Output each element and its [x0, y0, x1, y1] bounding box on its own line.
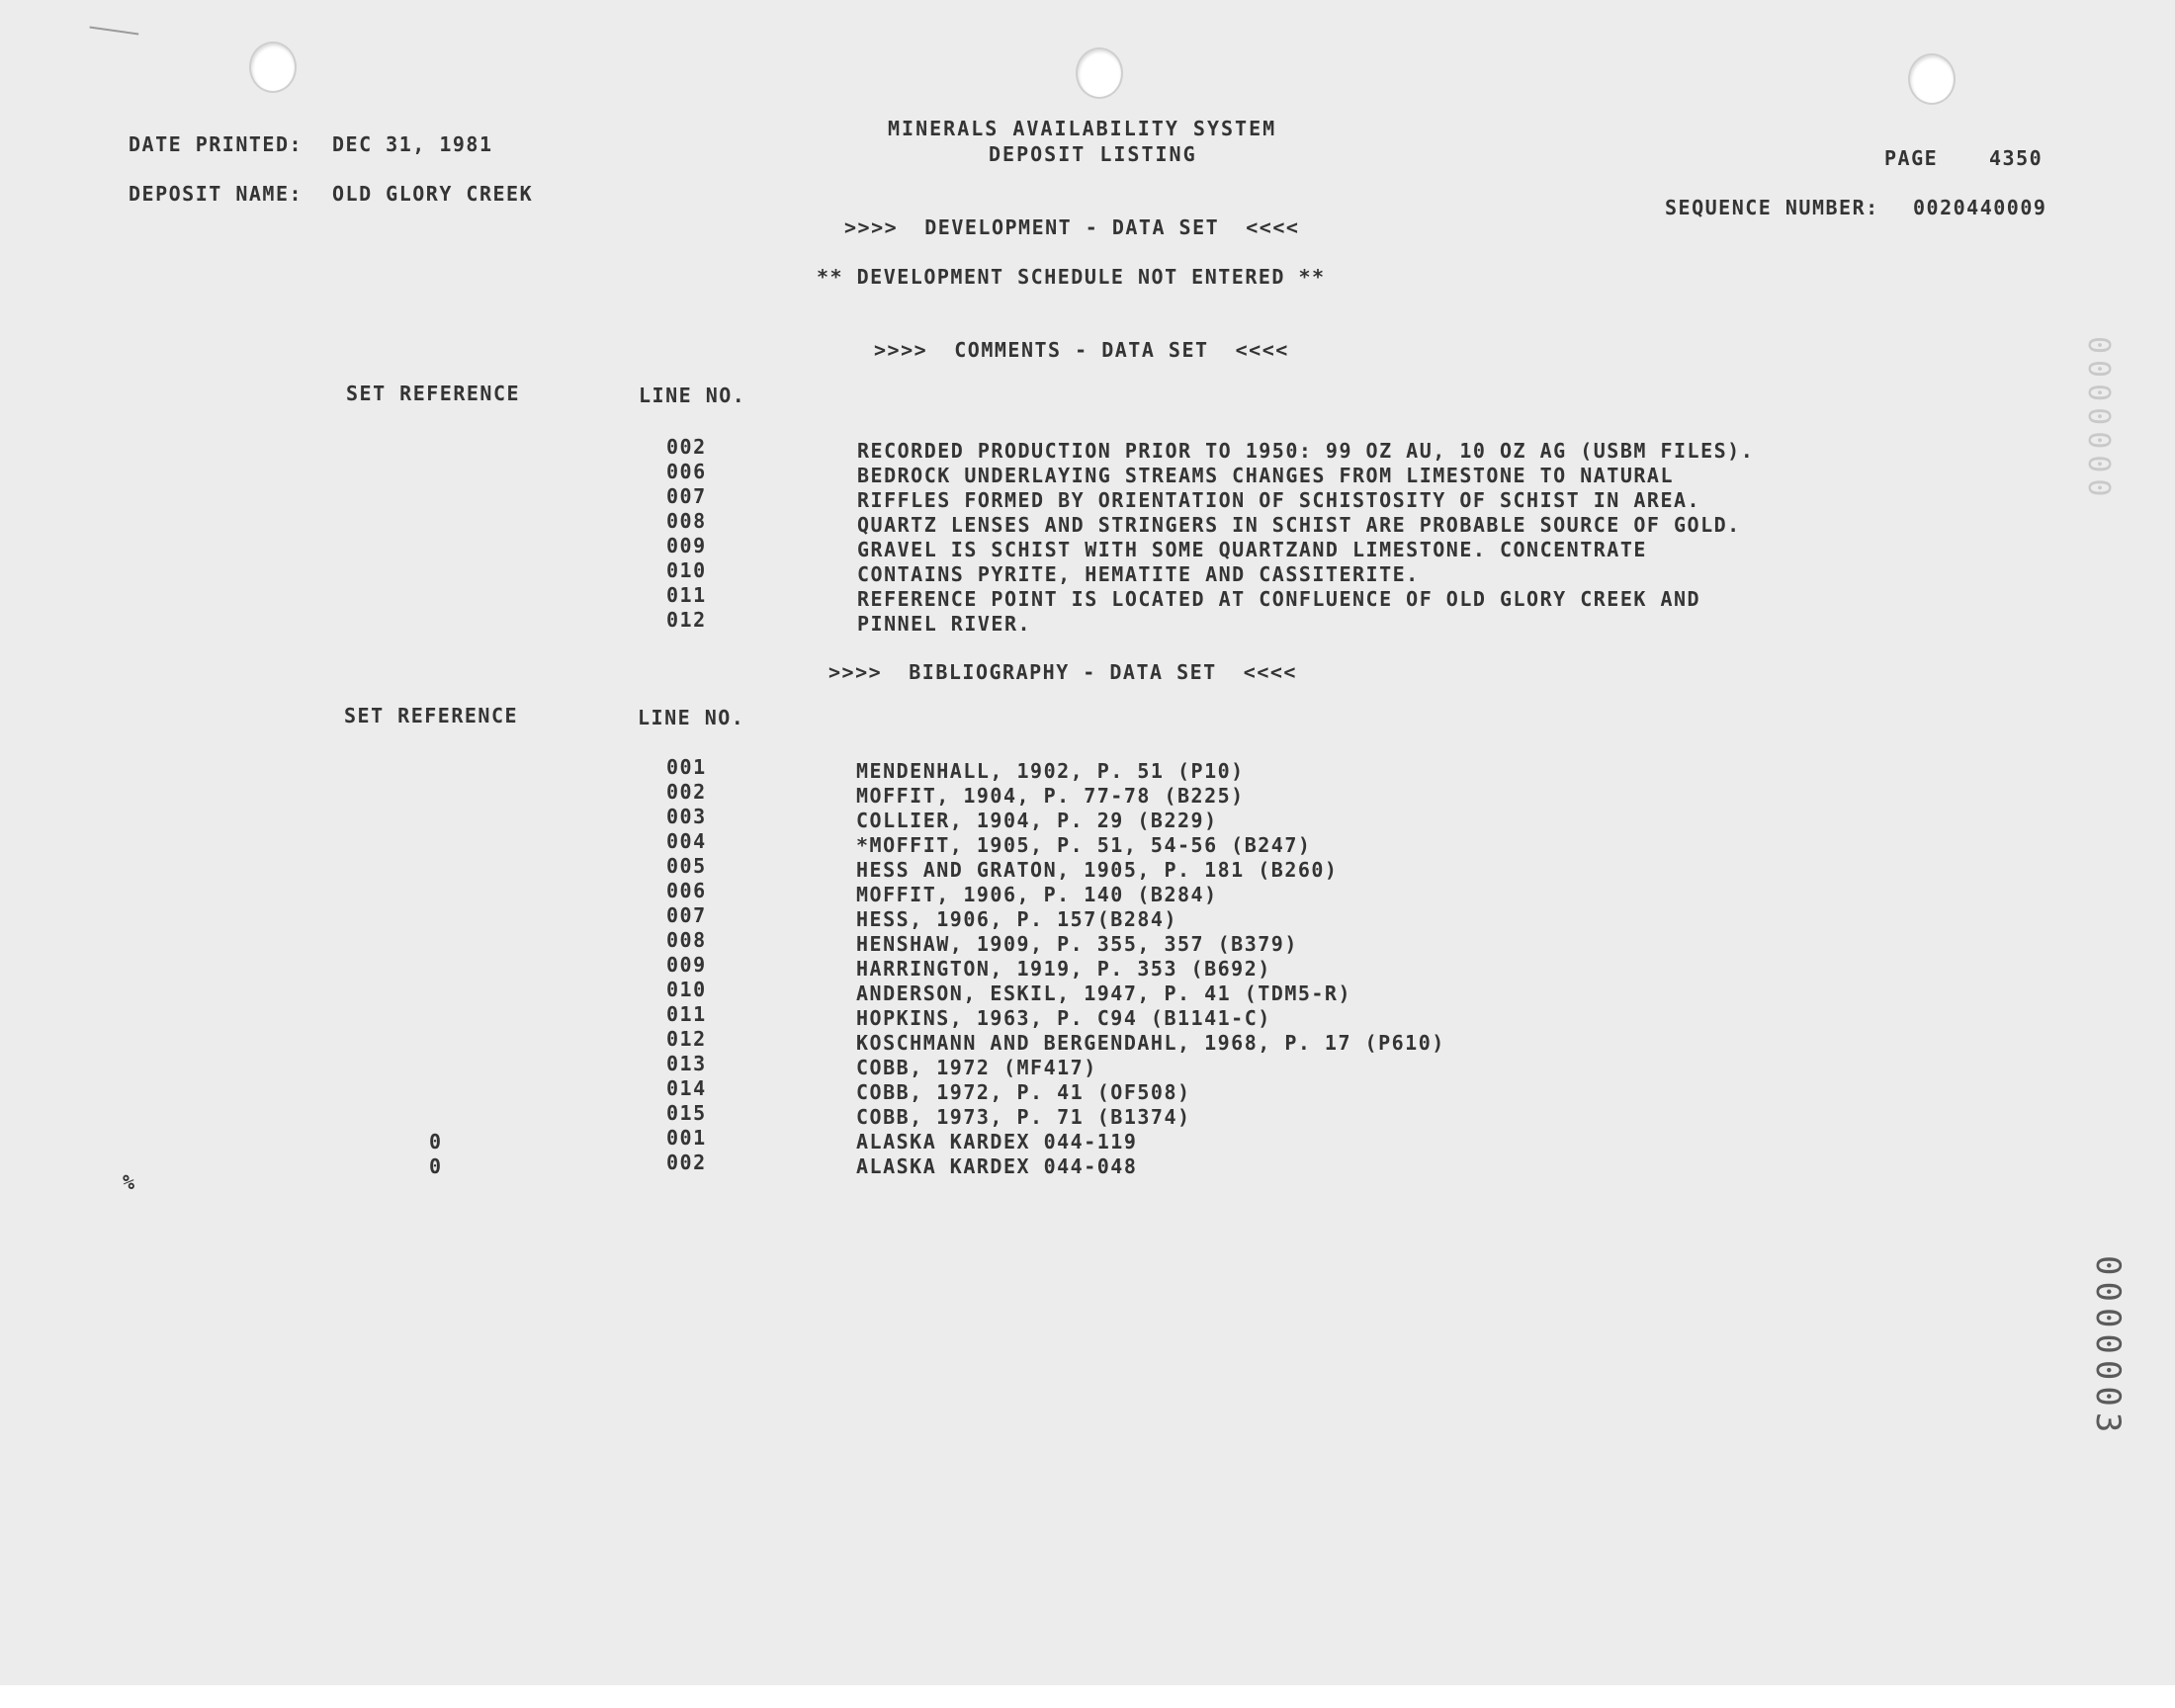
comment-line-no: 012 — [666, 608, 707, 632]
bibliography-entry: KOSCHMANN AND BERGENDAHL, 1968, P. 17 (P610) — [856, 1031, 1445, 1055]
bibliography-line-no: 015 — [666, 1101, 707, 1125]
bibliography-line-no: 002 — [666, 780, 707, 804]
bibliography-line-no: 001 — [666, 1126, 707, 1150]
punch-hole-left — [249, 42, 297, 93]
comments-col-line-no: LINE NO. — [639, 384, 746, 407]
comment-line-no: 006 — [666, 460, 707, 483]
sequence-number-value: 0020440009 — [1913, 196, 2047, 219]
bibliography-entry: ALASKA KARDEX 044-119 — [856, 1130, 1138, 1153]
date-printed-label: DATE PRINTED: — [129, 132, 304, 156]
margin-stamp-faint: 0000000 — [2081, 336, 2116, 503]
bibliography-entry: HARRINGTON, 1919, P. 353 (B692) — [856, 957, 1271, 981]
comment-line-no: 007 — [666, 484, 707, 508]
comment-line-no: 011 — [666, 583, 707, 607]
bibliography-line-no: 011 — [666, 1002, 707, 1026]
comment-text: CONTAINS PYRITE, HEMATITE AND CASSITERITE. — [857, 562, 1420, 586]
sequence-number-label: SEQUENCE NUMBER: — [1665, 196, 1879, 219]
bibliography-entry: ANDERSON, ESKIL, 1947, P. 41 (TDM5-R) — [856, 982, 1352, 1005]
comment-text: PINNEL RIVER. — [857, 612, 1032, 636]
comment-text: GRAVEL IS SCHIST WITH SOME QUARTZAND LIMESTONE. CONCENTRATE — [857, 538, 1647, 561]
comment-line-no: 008 — [666, 509, 707, 533]
bibliography-line-no: 005 — [666, 854, 707, 878]
bibliography-line-no: 013 — [666, 1052, 707, 1075]
end-marker: % — [123, 1170, 136, 1194]
date-printed-value: DEC 31, 1981 — [332, 132, 493, 156]
bibliography-line-no: 009 — [666, 953, 707, 977]
page-label: PAGE — [1884, 146, 1939, 170]
page-number: 4350 — [1989, 146, 2044, 170]
bibliography-entry: MOFFIT, 1904, P. 77-78 (B225) — [856, 784, 1245, 808]
bibliography-entry: COBB, 1972 (MF417) — [856, 1056, 1097, 1079]
comment-line-no: 009 — [666, 534, 707, 557]
bibliography-entry: COLLIER, 1904, P. 29 (B229) — [856, 809, 1218, 832]
punch-hole-right — [1908, 53, 1956, 105]
bibliography-line-no: 002 — [666, 1151, 707, 1174]
development-heading: >>>> DEVELOPMENT - DATA SET <<<< — [844, 215, 1300, 239]
bibliography-line-no: 014 — [666, 1076, 707, 1100]
pen-mark — [89, 27, 139, 42]
bibliography-line-no: 007 — [666, 903, 707, 927]
comment-text: QUARTZ LENSES AND STRINGERS IN SCHIST ARE PROBABLE SOURCE OF GOLD. — [857, 513, 1741, 537]
bibliography-entry: COBB, 1973, P. 71 (B1374) — [856, 1105, 1191, 1129]
bibliography-set-reference: 0 — [429, 1130, 443, 1153]
bibliography-line-no: 004 — [666, 829, 707, 853]
bibliography-col-line-no: LINE NO. — [638, 706, 745, 729]
bibliography-line-no: 001 — [666, 755, 707, 779]
punch-hole-center — [1076, 47, 1123, 99]
comments-col-set-reference: SET REFERENCE — [346, 382, 521, 405]
bibliography-heading: >>>> BIBLIOGRAPHY - DATA SET <<<< — [828, 660, 1297, 684]
bibliography-col-set-reference: SET REFERENCE — [344, 704, 519, 727]
deposit-name-value: OLD GLORY CREEK — [332, 182, 534, 206]
comment-text: RECORDED PRODUCTION PRIOR TO 1950: 99 OZ AU, 10 OZ AG (USBM FILES). — [857, 439, 1755, 463]
bibliography-entry: HESS, 1906, P. 157(B284) — [856, 907, 1177, 931]
bibliography-line-no: 003 — [666, 805, 707, 828]
bibliography-entry: MOFFIT, 1906, P. 140 (B284) — [856, 883, 1218, 906]
margin-stamp: 0000003 — [2088, 1255, 2128, 1439]
bibliography-entry: ALASKA KARDEX 044-048 — [856, 1154, 1138, 1178]
comment-line-no: 002 — [666, 435, 707, 459]
bibliography-line-no: 010 — [666, 978, 707, 1001]
bibliography-entry: HESS AND GRATON, 1905, P. 181 (B260) — [856, 858, 1339, 882]
comment-text: BEDROCK UNDERLAYING STREAMS CHANGES FROM LIMESTONE TO NATURAL — [857, 464, 1675, 487]
bibliography-entry: HENSHAW, 1909, P. 355, 357 (B379) — [856, 932, 1298, 956]
listing-title: DEPOSIT LISTING — [989, 142, 1197, 166]
bibliography-set-reference: 0 — [429, 1154, 443, 1178]
bibliography-entry: *MOFFIT, 1905, P. 51, 54-56 (B247) — [856, 833, 1312, 857]
deposit-name-label: DEPOSIT NAME: — [129, 182, 304, 206]
bibliography-entry: MENDENHALL, 1902, P. 51 (P10) — [856, 759, 1245, 783]
system-title: MINERALS AVAILABILITY SYSTEM — [888, 117, 1277, 140]
bibliography-line-no: 006 — [666, 879, 707, 902]
bibliography-entry: COBB, 1972, P. 41 (OF508) — [856, 1080, 1191, 1104]
comments-heading: >>>> COMMENTS - DATA SET <<<< — [874, 338, 1289, 362]
comment-text: RIFFLES FORMED BY ORIENTATION OF SCHISTOSITY OF SCHIST IN AREA. — [857, 488, 1701, 512]
development-note: ** DEVELOPMENT SCHEDULE NOT ENTERED ** — [817, 265, 1326, 289]
comment-text: REFERENCE POINT IS LOCATED AT CONFLUENCE OF OLD GLORY CREEK AND — [857, 587, 1701, 611]
bibliography-line-no: 012 — [666, 1027, 707, 1051]
bibliography-line-no: 008 — [666, 928, 707, 952]
comment-line-no: 010 — [666, 558, 707, 582]
bibliography-entry: HOPKINS, 1963, P. C94 (B1141-C) — [856, 1006, 1271, 1030]
